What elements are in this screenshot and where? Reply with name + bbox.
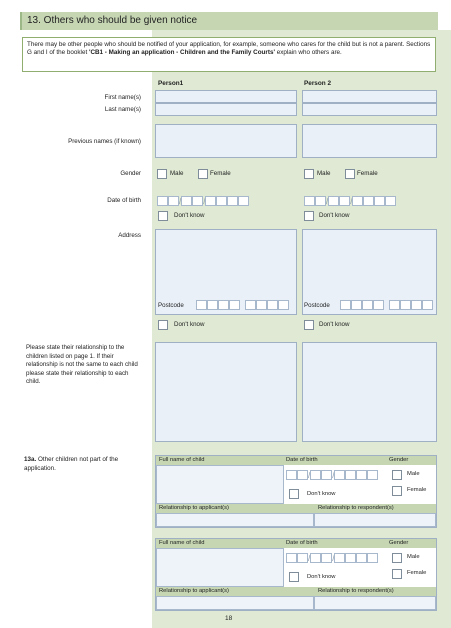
person1-female-label: Female: [210, 170, 231, 177]
table2-rel-applicant-header: Relationship to applicant(s): [159, 588, 229, 594]
intro-text: There may be other people who should be notified of your application, for example, someone who cares for the child but is not a parent. Sections G and I of the booklet: [27, 41, 431, 56]
table2-full-name-field[interactable]: [156, 548, 284, 587]
table2-dob-dont-know-checkbox[interactable]: [289, 572, 299, 582]
person2-dob-dont-know-label: Don't know: [319, 212, 350, 219]
table1-rel-respondent-header: Relationship to respondent(s): [318, 505, 394, 511]
table1-full-name-field[interactable]: [156, 465, 284, 504]
person2-male-label: Male: [317, 170, 331, 177]
person2-header: Person 2: [304, 80, 331, 87]
table2-dob-field[interactable]: / /: [286, 553, 378, 563]
section-13a-number: 13a.: [24, 456, 37, 463]
table1-rel-applicant-header: Relationship to applicant(s): [159, 505, 229, 511]
table1-male-label: Male: [407, 471, 420, 477]
person2-address-dont-know-label: Don't know: [319, 321, 350, 328]
table1-dob-header: Date of birth: [286, 457, 318, 463]
person2-last-name-field[interactable]: [302, 103, 437, 116]
table1-full-name-header: Full name of child: [159, 457, 205, 463]
table2-dob-header: Date of birth: [286, 540, 318, 546]
person1-address-dont-know-checkbox[interactable]: [158, 320, 168, 330]
table1-gender-header: Gender: [389, 457, 409, 463]
table2-rel-respondent-header: Relationship to respondent(s): [318, 588, 394, 594]
person1-female-checkbox[interactable]: [198, 169, 208, 179]
person2-address-dont-know-checkbox[interactable]: [304, 320, 314, 330]
person2-female-label: Female: [357, 170, 378, 177]
intro-text-end: explain who others are.: [274, 49, 342, 56]
person1-address-dont-know-label: Don't know: [174, 321, 205, 328]
person2-male-checkbox[interactable]: [304, 169, 314, 179]
table2-full-name-header: Full name of child: [159, 540, 205, 546]
address-label: Address: [118, 232, 141, 239]
person2-relationship-field[interactable]: [302, 342, 437, 442]
table2-dob-dont-know-label: Don't know: [307, 574, 336, 580]
person1-postcode-field[interactable]: [196, 300, 289, 310]
table1-rel-applicant-field[interactable]: [156, 513, 314, 527]
table1-dob-field[interactable]: / /: [286, 470, 378, 480]
person2-dob-field[interactable]: / /: [304, 195, 396, 207]
table2-rel-respondent-field[interactable]: [314, 596, 436, 610]
last-name-label: Last name(s): [104, 106, 141, 113]
person1-relationship-field[interactable]: [155, 342, 297, 442]
table1-rel-respondent-field[interactable]: [314, 513, 436, 527]
person1-male-label: Male: [170, 170, 184, 177]
other-child-table-2: [155, 538, 437, 611]
intro-booklet-title: 'CB1 - Making an application - Children and the Family Courts': [88, 49, 275, 56]
person1-male-checkbox[interactable]: [157, 169, 167, 179]
person2-dob-dont-know-checkbox[interactable]: [304, 211, 314, 221]
relationship-prompt: Please state their relationship to the children listed on page 1. If their relationship is not the same to each child please state their relationship to each child.: [26, 344, 138, 386]
person1-first-name-field[interactable]: [155, 90, 297, 103]
table1-female-checkbox[interactable]: [392, 486, 402, 496]
table1-dob-dont-know-checkbox[interactable]: [289, 489, 299, 499]
page-number: 18: [225, 615, 233, 622]
person2-first-name-field[interactable]: [302, 90, 437, 103]
person1-header: Person1: [158, 80, 184, 87]
other-child-table-1: [155, 455, 437, 528]
section-header: [20, 12, 438, 30]
table2-rel-applicant-field[interactable]: [156, 596, 314, 610]
table2-male-label: Male: [407, 554, 420, 560]
section-13a-title: [24, 456, 142, 473]
person1-previous-names-field[interactable]: [155, 124, 297, 158]
person1-dob-dont-know-label: Don't know: [174, 212, 205, 219]
intro-box: [22, 37, 436, 72]
person2-female-checkbox[interactable]: [345, 169, 355, 179]
person1-last-name-field[interactable]: [155, 103, 297, 116]
table1-male-checkbox[interactable]: [392, 470, 402, 480]
table2-female-label: Female: [407, 570, 427, 576]
person2-postcode-label: Postcode: [304, 302, 330, 309]
person2-postcode-field[interactable]: [340, 300, 433, 310]
first-name-label: First name(s): [104, 94, 141, 101]
person1-dob-field[interactable]: / /: [157, 195, 249, 207]
table2-male-checkbox[interactable]: [392, 553, 402, 563]
table2-gender-header: Gender: [389, 540, 409, 546]
section-13a-text: Other children not part of the application.: [24, 456, 119, 472]
dob-label: Date of birth: [107, 197, 141, 204]
table2-female-checkbox[interactable]: [392, 569, 402, 579]
person2-previous-names-field[interactable]: [302, 124, 437, 158]
previous-names-label: Previous names (if known): [68, 138, 141, 145]
person1-dob-dont-know-checkbox[interactable]: [158, 211, 168, 221]
table1-dob-dont-know-label: Don't know: [307, 491, 336, 497]
section-title: 13. Others who should be given notice: [27, 15, 198, 26]
gender-label: Gender: [120, 170, 141, 177]
person1-postcode-label: Postcode: [158, 302, 184, 309]
table1-female-label: Female: [407, 487, 427, 493]
